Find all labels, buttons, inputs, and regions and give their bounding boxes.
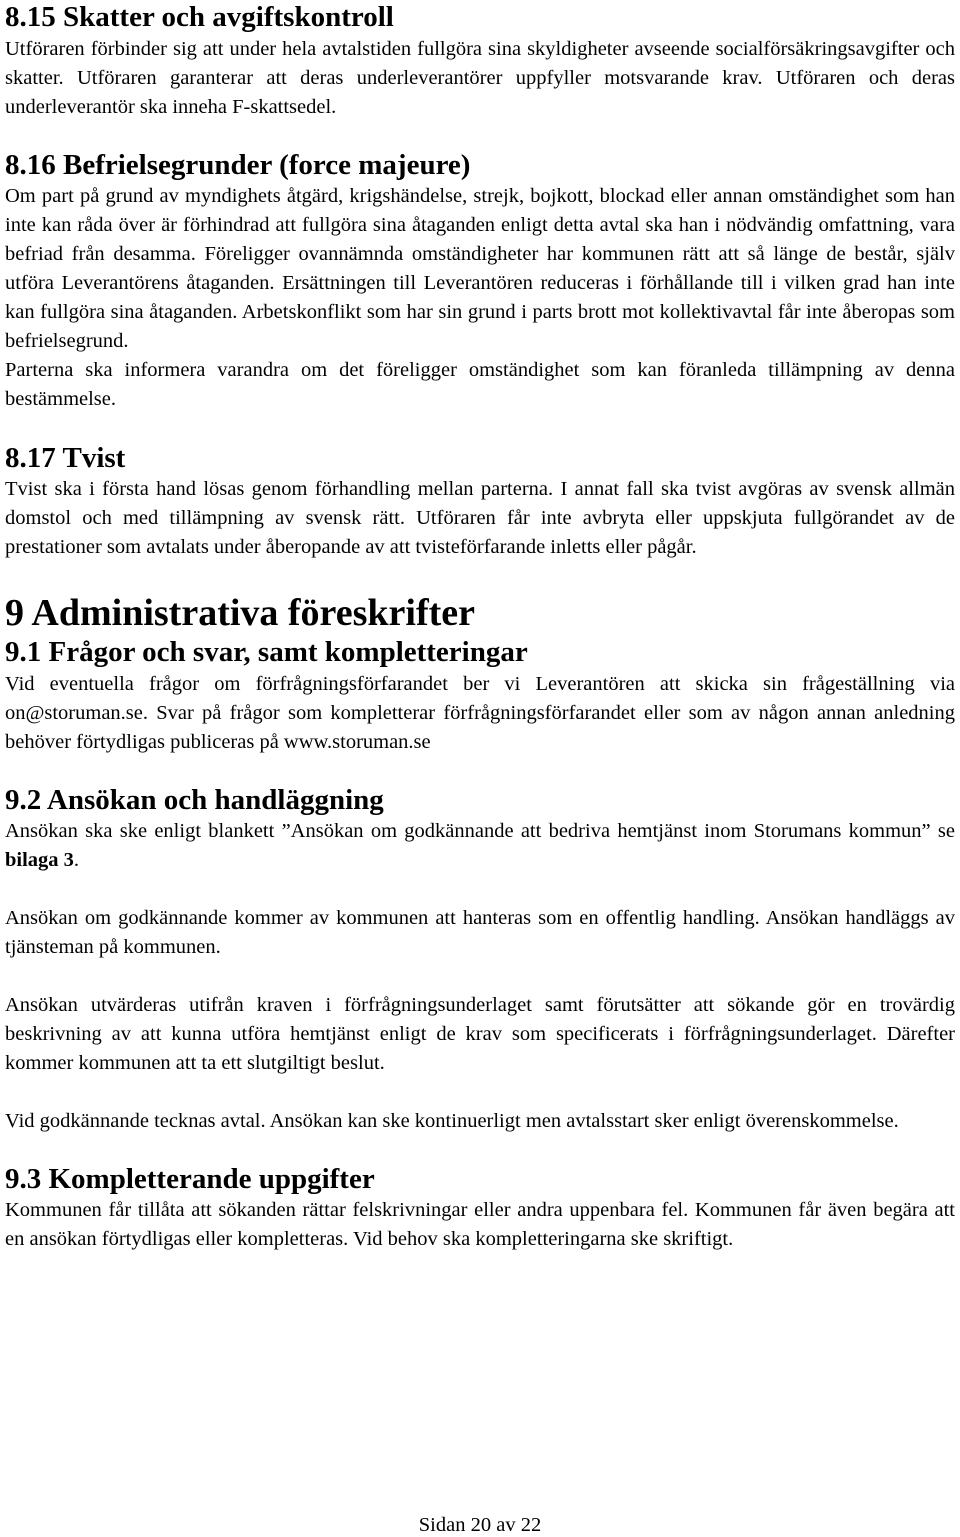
- paragraph-9-2-a-end: .: [73, 849, 80, 871]
- paragraph-9-1: Vid eventuella frågor om förfrågningsförfarandet ber vi Leverantören att skicka sin frågeställning via on@storuman.se. Svar på frågor som kompletterar förfrågningsförfarandet eller som av någon annan anledning behöver förtydligas publiceras på www.storuman.se: [5, 673, 955, 753]
- heading-9: 9 Administrativa föreskrifter: [5, 592, 475, 634]
- heading-9-1: 9.1 Frågor och svar, samt kompletteringar: [5, 636, 528, 668]
- heading-9-3: 9.3 Kompletterande uppgifter: [5, 1163, 375, 1195]
- paragraph-9-2-b: Ansökan om godkännande kommer av kommunen att hanteras som en offentlig handling. Ansökan handläggs av tjänsteman på kommunen.: [5, 907, 955, 958]
- page-footer: [0, 1513, 960, 1537]
- paragraph-8-16-a: Om part på grund av myndighets åtgärd, krigshändelse, strejk, bojkott, blockad eller annan omständighet som han inte kan råda över är förhindrad att fullgöra sina åtaganden enligt detta avtal ska han i nödvändig omfattning, vara befriad från desamma. Föreligger ovannämnda omständigheter har kommunen rätt att så länge de består, själv utföra Leverantörens åtaganden. Ersättningen till Leverantören reduceras i förhållande till i vilken grad han inte kan fullgöra sina åtaganden. Arbetskonflikt som har sin grund i parts brott mot kollektivavtal får inte åberopas som befrielsegrund.: [5, 185, 955, 352]
- paragraph-9-2-d: Vid godkännande tecknas avtal. Ansökan kan ske kontinuerligt men avtalsstart sker enligt överenskommelse.: [5, 1110, 899, 1132]
- heading-8-15: 8.15 Skatter och avgiftskontroll: [5, 1, 394, 33]
- paragraph-9-2-c: Ansökan utvärderas utifrån kraven i förfrågningsunderlaget samt förutsätter att sökande gör en trovärdig beskrivning av att kunna utföra hemtjänst enligt de krav som specificerats i förfrågningsunderlaget. Därefter kommer kommunen att ta ett slutgiltigt beslut.: [5, 994, 955, 1074]
- heading-8-17: 8.17 Tvist: [5, 442, 126, 474]
- heading-9-2: 9.2 Ansökan och handläggning: [5, 784, 384, 816]
- paragraph-9-3: Kommunen får tillåta att sökanden rättar felskrivningar eller andra uppenbara fel. Kommunen får även begära att en ansökan förtydligas eller kompletteras. Vid behov ska kompletteringarna ske skriftigt.: [5, 1199, 955, 1250]
- page-number: Sidan 20 av 22: [418, 1514, 542, 1536]
- paragraph-8-16-b: Parterna ska informera varandra om det föreligger omständighet som kan föranleda tillämpning av denna bestämmelse.: [5, 359, 955, 410]
- heading-8-16: 8.16 Befrielsegrunder (force majeure): [5, 149, 471, 181]
- appendix-reference: bilaga 3: [5, 849, 74, 871]
- paragraph-9-2-a-text: Ansökan ska ske enligt blankett ”Ansökan om godkännande att bedriva hemtjänst inom Storumans kommun” se: [5, 820, 955, 842]
- paragraph-8-17: Tvist ska i första hand lösas genom förhandling mellan parterna. I annat fall ska tvist avgöras av svensk allmän domstol och med tillämpning av svensk rätt. Utföraren får inte avbryta eller uppskjuta fullgörandet av de prestationer som avtalats under åberopande av att tvisteförfarande inletts eller pågår.: [5, 478, 955, 558]
- paragraph-8-15: Utföraren förbinder sig att under hela avtalstiden fullgöra sina skyldigheter avseende socialförsäkringsavgifter och skatter. Utföraren garanterar att deras underleverantörer uppfyller motsvarande krav. Utföraren och deras underleverantör ska inneha F-skattsedel.: [5, 38, 955, 118]
- paragraph-9-2-a: [5, 817, 955, 875]
- document-page: [5, 0, 955, 1254]
